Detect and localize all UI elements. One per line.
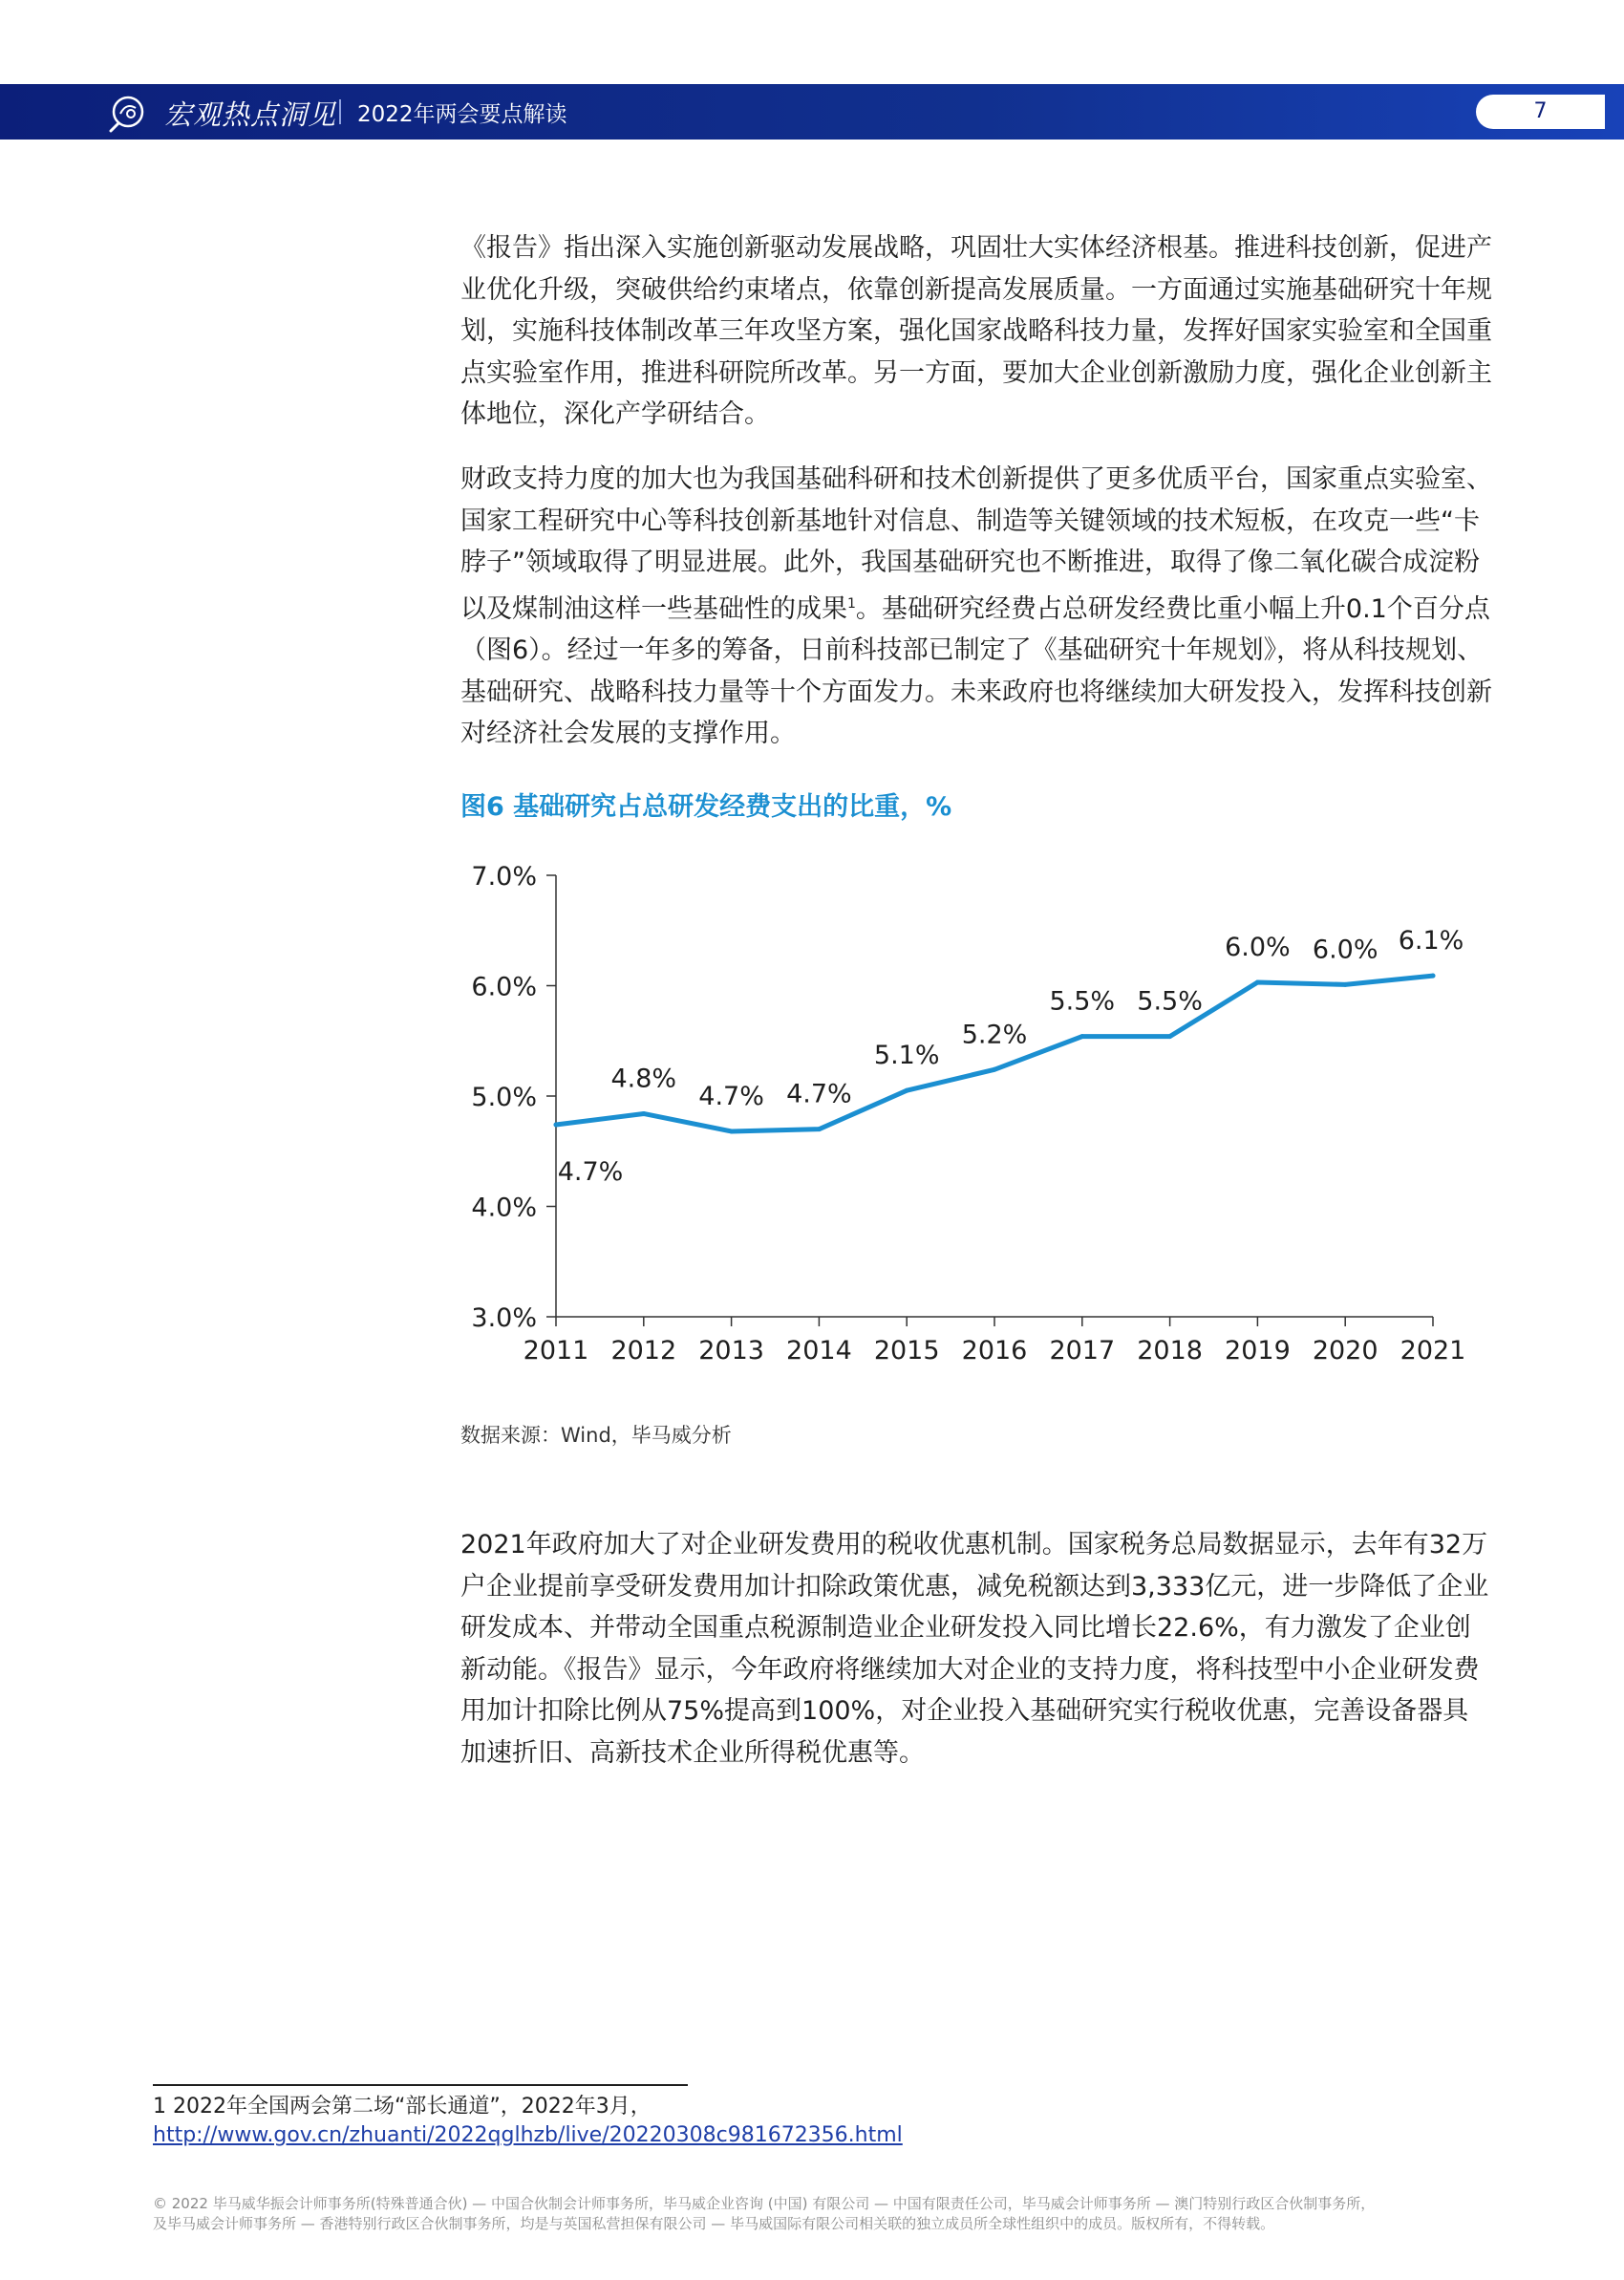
figure-source: 数据来源：Wind，毕马威分析 — [460, 1424, 732, 1447]
footnote-link[interactable]: http://www.gov.cn/zhuanti/2022qglhzb/live/20220308c981672356.html — [153, 2123, 903, 2147]
page-number: 7 — [1476, 95, 1605, 129]
series-line — [556, 976, 1433, 1131]
x-tick-label: 2012 — [610, 1336, 677, 1366]
data-point — [1431, 974, 1436, 979]
copyright-notice — [153, 2194, 1490, 2234]
x-tick-label: 2018 — [1137, 1336, 1203, 1366]
data-point — [1343, 982, 1348, 987]
paragraph-fiscal-support — [460, 459, 1492, 755]
x-tick-label: 2014 — [786, 1336, 852, 1366]
figure-title: 图6 基础研究占总研发经费支出的比重，% — [460, 792, 952, 822]
y-tick-label: 5.0% — [471, 1083, 537, 1112]
x-tick-label: 2013 — [698, 1336, 764, 1366]
header-subtitle: 2022年两会要点解读 — [357, 102, 567, 127]
data-point — [554, 1123, 559, 1128]
header-divider — [339, 99, 341, 124]
copyright-line-2: 及毕马威会计师事务所 — 香港特别行政区合伙制事务所，均是与英国私营担保有限公司 — 毕马威国际有限公司相关联的独立成员所全球性组织中的成员。版权所有，不得转载。 — [153, 2215, 1275, 2232]
data-label: 4.8% — [610, 1064, 677, 1094]
data-point — [729, 1129, 734, 1133]
copyright-line-1: © 2022 毕马威华振会计师事务所(特殊普通合伙) — 中国合伙制会计师事务所，毕马威企业咨询 (中国) 有限公司 — 中国有限责任公司，毕马威会计师事务所 — 澳门特别行政区合伙制事务所， — [153, 2195, 1376, 2212]
data-point — [1079, 1034, 1084, 1039]
data-label: 6.0% — [1312, 935, 1378, 965]
data-label: 6.1% — [1398, 926, 1464, 957]
data-point — [993, 1067, 997, 1072]
x-tick-label: 2020 — [1312, 1336, 1378, 1366]
insight-logo-icon — [105, 93, 147, 133]
paragraph-innovation-strategy: 《报告》指出深入实施创新驱动发展战略，巩固壮大实体经济根基。推进科技创新，促进产业优化升级，突破供给约束堵点，依靠创新提高发展质量。一方面通过实施基础研究十年规划，实施科技体制改革三年攻坚方案，强化国家战略科技力量，发挥好国家实验室和全国重点实验室作用，推进科研院所改革。另一方面，要加大企业创新激励力度，强化企业创新主体地位，深化产学研结合。 — [460, 233, 1492, 429]
basic-research-share-line-chart — [449, 841, 1490, 1386]
header-title: 宏观热点洞见 — [164, 98, 337, 131]
footnote-ref[interactable]: 1 — [847, 595, 856, 612]
data-label: 5.1% — [873, 1041, 940, 1071]
x-tick-label: 2021 — [1400, 1336, 1466, 1366]
data-label: 6.0% — [1225, 933, 1291, 963]
footnote-divider — [153, 2084, 688, 2086]
data-label: 5.2% — [961, 1020, 1028, 1050]
data-point — [641, 1111, 646, 1116]
data-point — [905, 1088, 909, 1093]
data-label: 4.7% — [698, 1081, 764, 1111]
data-label: 4.7% — [557, 1157, 624, 1188]
y-tick-label: 7.0% — [471, 862, 537, 892]
data-label: 5.5% — [1137, 986, 1203, 1017]
x-tick-label: 2015 — [873, 1336, 940, 1366]
data-point — [1167, 1034, 1172, 1039]
y-tick-label: 4.0% — [471, 1193, 537, 1223]
y-tick-label: 3.0% — [471, 1303, 537, 1333]
paragraph-fiscal-support-text: 财政支持力度的加大也为我国基础科研和技术创新提供了更多优质平台，国家重点实验室、国家工程研究中心等科技创新基地针对信息、制造等关键领域的技术短板，在攻克一些“卡脖子”领域取得了明显进展。此外，我国基础研究也不断推进，取得了像二氧化碳合成淀粉以及煤制油这样一些基础性的成果 — [460, 464, 1492, 624]
data-point — [817, 1127, 822, 1131]
data-point — [1255, 980, 1260, 985]
x-tick-label: 2019 — [1225, 1336, 1291, 1366]
paragraph-tax-incentives: 2021年政府加大了对企业研发费用的税收优惠机制。国家税务总局数据显示，去年有32万户企业提前享受研发费用加计扣除政策优惠，减免税额达到3,333亿元，进一步降低了企业研发成本、并带动全国重点税源制造业企业研发投入同比增长22.6%，有力激发了企业创新动能。《报告》显示，今年政府将继续加大对企业的支持力度，将科技型中小企业研发费用加计扣除比例从75%提高到100%，对企业投入基础研究实行税收优惠，完善设备器具加速折旧、高新技术企业所得税优惠等。 — [460, 1530, 1489, 1768]
data-label: 5.5% — [1049, 986, 1116, 1017]
footnote-text: 1 2022年全国两会第二场“部长通道”，2022年3月， — [153, 2095, 652, 2119]
y-tick-label: 6.0% — [471, 972, 537, 1002]
footnote — [153, 2093, 903, 2150]
paragraph-fiscal-support-text-cont: 。基础研究经费占总研发经费比重小幅上升0.1个百分点（图6）。经过一年多的筹备，日前科技部已制定了《基础研究十年规划》，将从科技规划、基础研究、战略科技力量等十个方面发力。未来政府也将继续加大研发投入，发挥科技创新对经济社会发展的支撑作用。 — [460, 593, 1492, 748]
header-bar — [0, 84, 1624, 140]
x-tick-label: 2011 — [523, 1336, 589, 1366]
x-tick-label: 2016 — [961, 1336, 1028, 1366]
x-tick-label: 2017 — [1049, 1336, 1116, 1366]
data-label: 4.7% — [786, 1079, 852, 1109]
